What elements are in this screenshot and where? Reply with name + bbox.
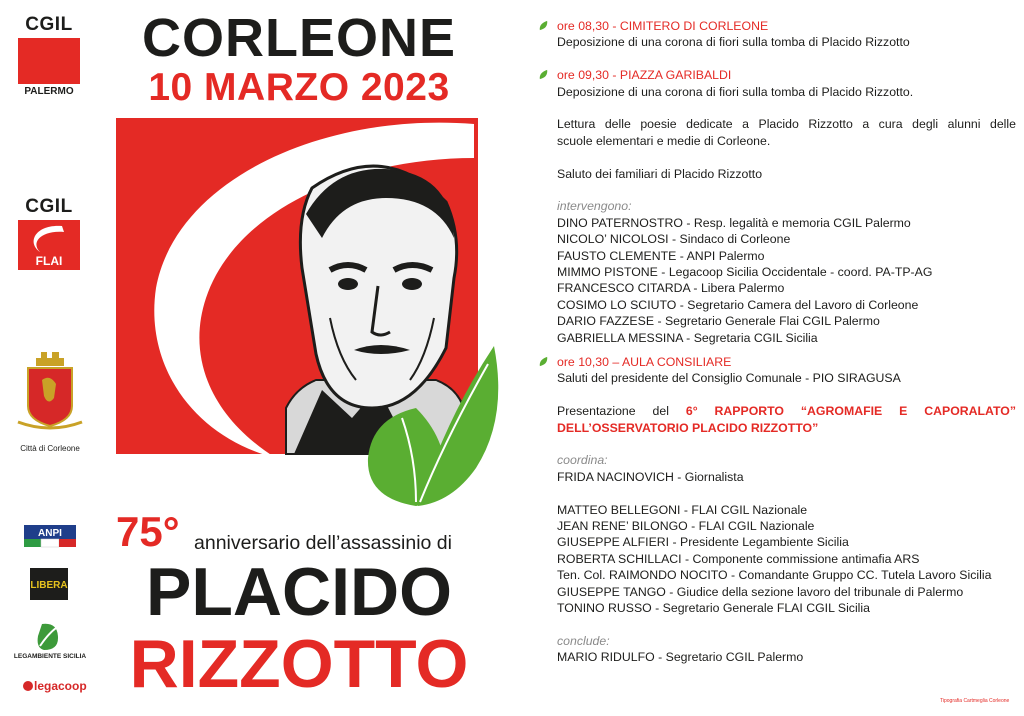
session-piazza bbox=[538, 67, 1016, 346]
cgil-palermo-wordmark: CGIL bbox=[25, 14, 73, 35]
cgil-palermo-logo bbox=[18, 14, 82, 97]
list-item: ROBERTA SCHILLACI - Componente commissione antimafia ARS bbox=[557, 551, 920, 566]
corleone-crest-logo bbox=[14, 350, 86, 453]
anniversary-text: anniversario dell’assassinio di bbox=[194, 532, 452, 554]
anpi-flag-icon bbox=[22, 524, 78, 548]
flai-red-square bbox=[18, 220, 80, 270]
legacoop-logo bbox=[22, 676, 87, 702]
cgil-palermo-subtitle: PALERMO bbox=[24, 86, 74, 97]
legacoop-mark-icon bbox=[22, 676, 88, 698]
coordinator: FRIDA NACINOVICH - Giornalista bbox=[557, 469, 744, 484]
session-heading-text: ore 10,30 – AULA CONSILIARE bbox=[557, 355, 732, 370]
list-item: MATTEO BELLEGONI - FLAI CGIL Nazionale bbox=[557, 502, 808, 517]
legambiente-label: LEGAMBIENTE SICILIA bbox=[13, 653, 87, 660]
printer-credit: Tipografia Cartmeglia Corleone bbox=[940, 698, 1010, 704]
cgil-flai-subtitle: FLAI bbox=[35, 254, 63, 268]
cgil-flai-logo bbox=[18, 196, 82, 270]
list-item: MIMMO PISTONE - Legacoop Sicilia Occidentale - coord. PA-TP-AG bbox=[557, 265, 933, 280]
session-aula-consiliare bbox=[538, 354, 1016, 666]
session-heading bbox=[557, 18, 1016, 34]
session-heading-text: ore 08,30 - CIMITERO DI CORLEONE bbox=[557, 19, 769, 33]
legacoop-label: legacoop bbox=[34, 679, 87, 693]
report-title: 6° RAPPORTO “AGROMAFIE E CAPORALATO” bbox=[685, 404, 1017, 419]
libera-mark-icon bbox=[22, 566, 78, 602]
cgil-red-square bbox=[18, 38, 80, 84]
speaker-list bbox=[557, 215, 1016, 346]
session-text: Saluti del presidente del Consiglio Comunale - PIO SIRAGUSA bbox=[557, 371, 901, 386]
list-item: GIUSEPPE TANGO - Giudice della sezione lavoro del tribunale di Palermo bbox=[557, 584, 964, 599]
list-item: NICOLO’ NICOLOSI - Sindaco di Corleone bbox=[557, 232, 791, 247]
cgil-flai-wordmark: CGIL bbox=[25, 196, 73, 217]
name-last: RIZZOTTO bbox=[129, 626, 469, 702]
list-item: TONINO RUSSO - Segretario Generale FLAI CGIL Sicilia bbox=[557, 601, 870, 616]
session-text: Deposizione di una corona di fiori sulla tomba di Placido Rizzotto bbox=[557, 35, 910, 50]
list-item: DARIO FAZZESE - Segretario Generale Flai CGIL Palermo bbox=[557, 314, 880, 329]
session-heading-text: ore 09,30 - PIAZZA GARIBALDI bbox=[557, 68, 732, 83]
anpi-label: ANPI bbox=[38, 528, 62, 539]
conclusion-label: conclude: bbox=[557, 633, 610, 648]
list-item: JEAN RENE’ BILONGO - FLAI CGIL Nazionale bbox=[557, 519, 815, 534]
legambiente-leaf-icon bbox=[13, 620, 87, 666]
leaf-bullet-icon bbox=[538, 356, 549, 367]
conclusion-speaker: MARIO RIDULFO - Segretario CGIL Palermo bbox=[557, 650, 804, 665]
portrait-figure bbox=[286, 166, 466, 454]
session-text: Lettura delle poesie dedicate a Placido Rizzotto a cura degli alunni delle bbox=[557, 117, 1016, 132]
list-item: FRANCESCO CITARDA - Libera Palermo bbox=[557, 281, 785, 296]
leaf-bullet-icon bbox=[538, 69, 549, 80]
list-item: FAUSTO CLEMENTE - ANPI Palermo bbox=[557, 248, 765, 263]
corleone-caption: Città di Corleone bbox=[20, 444, 80, 453]
portrait-illustration bbox=[116, 118, 494, 510]
session-cimitero bbox=[538, 18, 1016, 51]
list-item: DINO PATERNOSTRO - Resp. legalità e memoria CGIL Palermo bbox=[557, 215, 911, 230]
libera-logo bbox=[22, 566, 78, 606]
leaf-bullet-icon bbox=[538, 20, 549, 31]
anniversary-number: 75° bbox=[116, 508, 180, 555]
anniversary-line bbox=[114, 510, 494, 554]
speakers-label: intervengono: bbox=[557, 199, 632, 214]
event-programme bbox=[538, 18, 1016, 666]
list-item: GIUSEPPE ALFIERI - Presidente Legambiente Sicilia bbox=[557, 535, 849, 550]
session-text: Saluto dei familiari di Placido Rizzotto bbox=[557, 166, 763, 181]
city-crest-icon bbox=[14, 350, 86, 436]
report-presentation: Presentazione del 6° RAPPORTO “AGROMAFIE E CAPORALATO” bbox=[557, 404, 1017, 419]
list-item: Ten. Col. RAIMONDO NOCITO - Comandante Gruppo CC. Tutela Lavoro Sicilia bbox=[557, 568, 992, 583]
poster-title: CORLEONE bbox=[141, 8, 457, 68]
libera-label: LIBERA bbox=[30, 580, 68, 591]
legambiente-logo bbox=[13, 620, 87, 670]
event-poster bbox=[100, 0, 500, 716]
report-title-continued: DELL’OSSERVATORIO PLACIDO RIZZOTTO” bbox=[557, 420, 819, 435]
sponsor-logos-column bbox=[0, 0, 100, 716]
list-item: GABRIELLA MESSINA - Segretaria CGIL Sicilia bbox=[557, 330, 818, 345]
name-first: PLACIDO bbox=[146, 554, 452, 630]
session-heading bbox=[557, 354, 1016, 370]
speaker-list bbox=[557, 502, 1016, 617]
session-text: scuole elementari e medie di Corleone. bbox=[557, 133, 771, 148]
coordinator-label: coordina: bbox=[557, 453, 608, 468]
list-item: COSIMO LO SCIUTO - Segretario Camera del Lavoro di Corleone bbox=[557, 297, 919, 312]
anpi-logo bbox=[22, 524, 78, 552]
session-heading bbox=[557, 67, 1016, 83]
session-text: Deposizione di una corona di fiori sulla tomba di Placido Rizzotto. bbox=[557, 84, 914, 99]
poster-date: 10 MARZO 2023 bbox=[148, 66, 450, 109]
